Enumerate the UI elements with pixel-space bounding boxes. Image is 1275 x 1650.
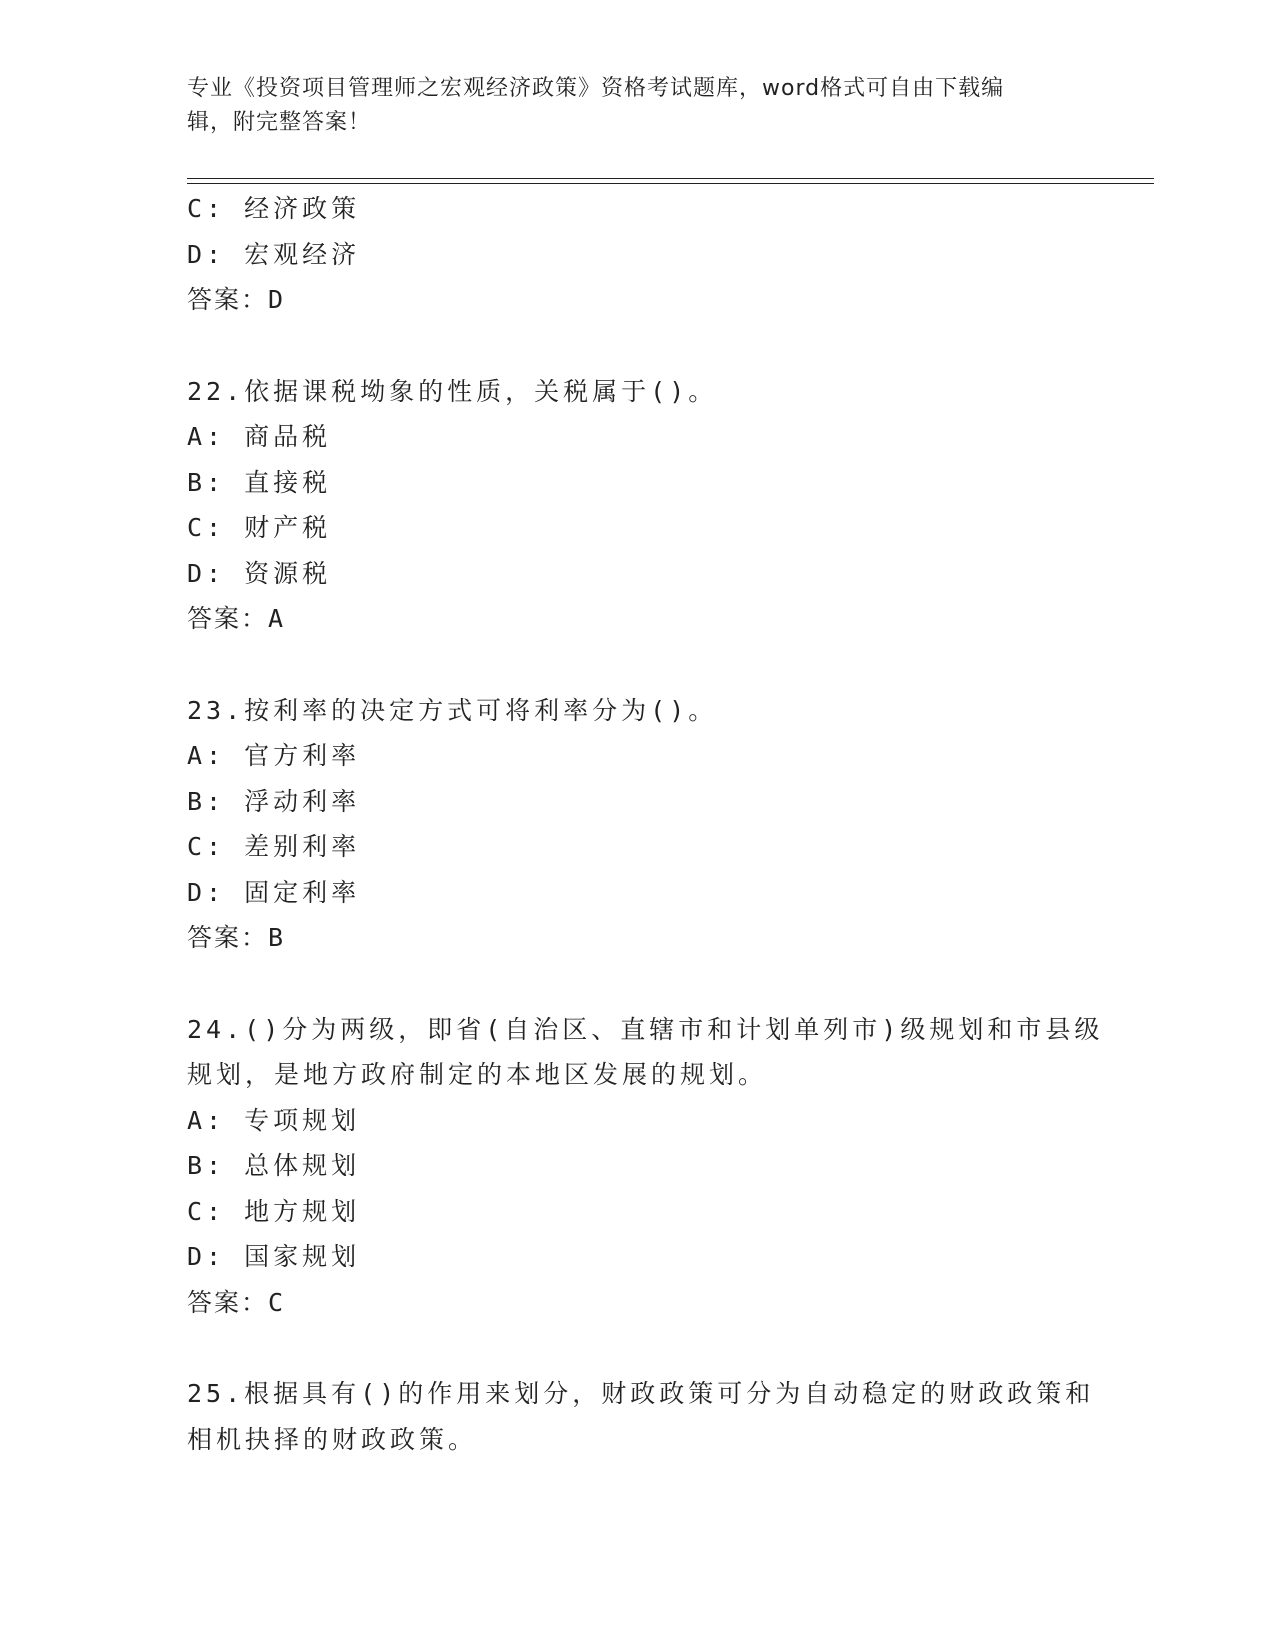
answer-line: 答案：C [187, 1287, 286, 1317]
option-d: D: 宏观经济 [187, 239, 361, 269]
header-divider-top [187, 178, 1154, 179]
answer-line: 答案：D [187, 285, 286, 314]
question-23 [187, 688, 1087, 961]
header-line-2: 辑，附完整答案！ [187, 110, 372, 135]
question-stem: 22.依据课税坳象的性质，关税属于()。 [187, 376, 718, 406]
question-25 [187, 1371, 1095, 1462]
option-b: B: 直接税 [187, 467, 332, 497]
option-c: C: 财产税 [187, 513, 332, 542]
option-c: C: 经济政策 [187, 194, 361, 223]
option-d: D: 国家规划 [187, 1242, 361, 1271]
option-a: A: 官方利率 [187, 741, 361, 770]
question-stem-line-1: 25.根据具有()的作用来划分，财政政策可分为自动稳定的财政政策和 [187, 1379, 1095, 1408]
option-c: C: 地方规划 [187, 1196, 361, 1226]
option-b: B: 浮动利率 [187, 786, 361, 816]
question-stem-line-2: 相机抉择的财政政策。 [187, 1424, 478, 1454]
question-24 [187, 1007, 1104, 1326]
question-stem-line-1: 24.()分为两级，即省(自治区、直辖市和计划单列市)级规划和市县级 [187, 1014, 1104, 1044]
option-a: A: 专项规划 [187, 1105, 361, 1135]
question-stem-line-2: 规划，是地方政府制定的本地区发展的规划。 [187, 1060, 768, 1089]
option-d: D: 固定利率 [187, 877, 361, 907]
answer-line: 答案：B [187, 923, 286, 952]
document-header [187, 72, 1067, 140]
option-d: D: 资源税 [187, 558, 332, 588]
question-22 [187, 369, 1087, 642]
header-line-1: 专业《投资项目管理师之宏观经济政策》资格考试题库，word格式可自由下载编 [187, 76, 1005, 101]
question-21-continuation [187, 186, 1087, 323]
option-a: A: 商品税 [187, 422, 332, 451]
header-divider-bottom [187, 183, 1154, 184]
answer-line: 答案：A [187, 604, 286, 633]
question-list [187, 186, 1104, 1462]
option-b: B: 总体规划 [187, 1151, 361, 1180]
question-stem: 23.按利率的决定方式可将利率分为()。 [187, 695, 718, 725]
option-c: C: 差别利率 [187, 832, 361, 861]
